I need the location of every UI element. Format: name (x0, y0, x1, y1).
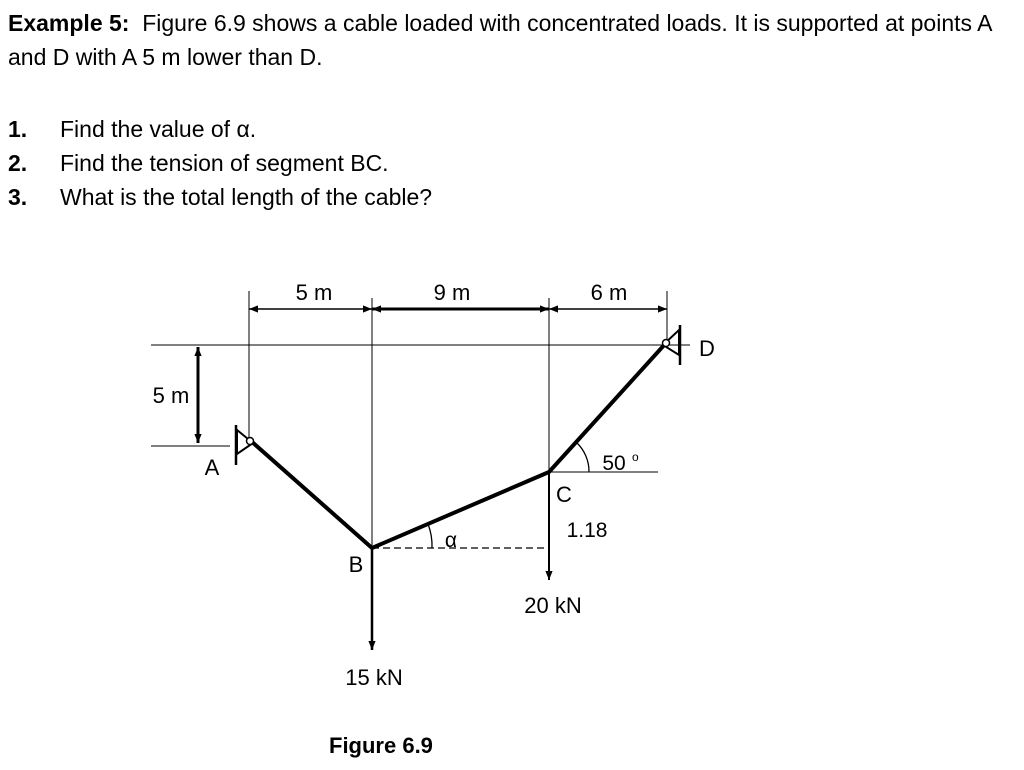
dim-label-ab: 5 m (295, 280, 333, 305)
degree-mark: o (632, 450, 639, 464)
angle-label-alpha: α (444, 529, 458, 552)
question-number: 2. (8, 150, 28, 176)
angle-alpha-arc (428, 524, 432, 548)
cable (251, 343, 666, 548)
load-label-b: 15 kN (345, 665, 403, 690)
dim-label-cd: 6 m (590, 280, 628, 305)
sag-label-c: 1.18 (566, 519, 608, 542)
problem-text: Figure 6.9 shows a cable loaded with concentrated loads. It is supported at points A and D with A 5 m lower than D. (8, 10, 992, 70)
point-label-a: A (204, 455, 220, 480)
load-label-c: 20 kN (524, 593, 582, 618)
question-number: 1. (8, 116, 28, 142)
angle-label-c: 50 (602, 452, 626, 475)
figure-caption: Figure 6.9 (329, 733, 433, 758)
reference-lines (151, 291, 690, 548)
support-a (236, 425, 254, 465)
question-text: Find the value of α. (60, 116, 257, 142)
dim-label-height: 5 m (152, 383, 190, 408)
question-text: What is the total length of the cable? (60, 184, 433, 210)
dim-label-bc: 9 m (433, 280, 471, 305)
point-label-c: C (556, 482, 572, 507)
point-label-d: D (699, 336, 715, 361)
example-label: Example 5: (8, 10, 130, 36)
question-text: Find the tension of segment BC. (60, 150, 389, 176)
angle-50-arc (576, 442, 589, 472)
point-label-b: B (348, 552, 364, 577)
question-number: 3. (8, 184, 28, 210)
